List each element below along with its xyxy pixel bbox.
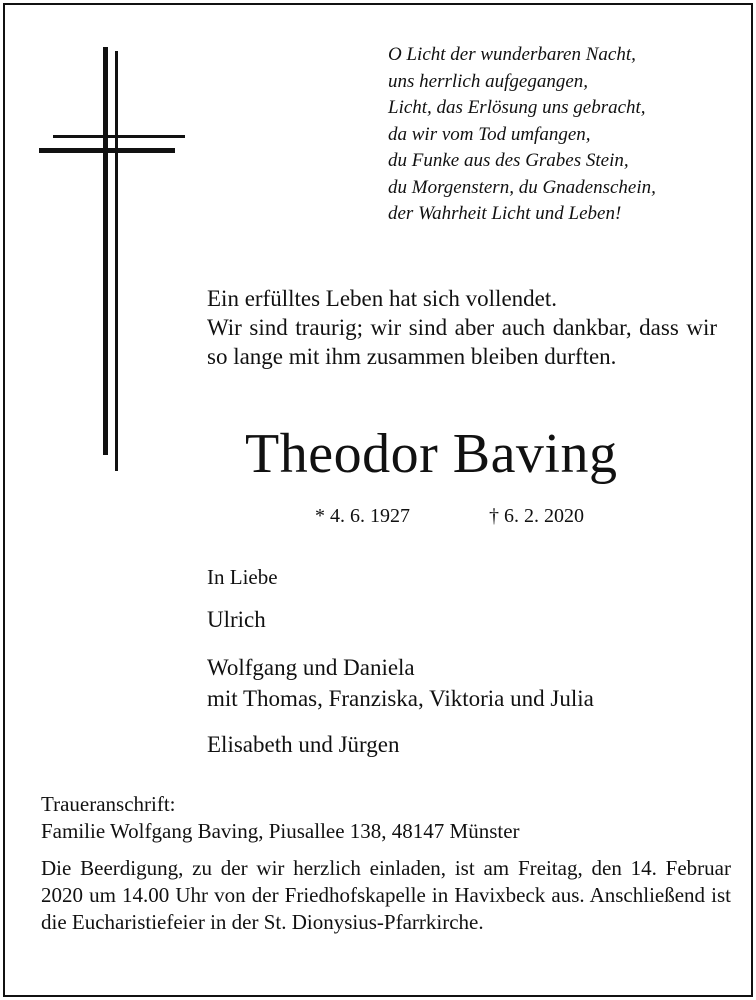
address-label: Traueranschrift: <box>41 792 176 816</box>
poem-line: du Morgenstern, du Gnadenschein, <box>388 176 656 198</box>
mourning-address <box>41 791 741 845</box>
mourner-entry <box>207 652 737 714</box>
cross-horizontal-bar-1 <box>53 135 185 138</box>
poem-line: du Funke aus des Grabes Stein, <box>388 150 629 171</box>
poem <box>388 42 738 228</box>
birth-date-line <box>315 503 410 529</box>
intro-line: Wir sind traurig; wir sind aber auch dankbar, dass wir so lange mit ihm zusammen bleiben durften. <box>207 315 717 369</box>
obituary-notice <box>3 3 753 997</box>
cross-icon <box>37 47 187 477</box>
in-love-heading: In Liebe <box>207 565 278 589</box>
cross-vertical-bar-2 <box>115 51 118 471</box>
death-symbol: † <box>489 505 499 527</box>
death-date-line <box>489 503 584 529</box>
funeral-notice: Die Beerdigung, zu der wir herzlich einladen, ist am Freitag, den 14. Februar 2020 um 14.00 Uhr von der Friedhofskapelle in Havixbeck aus. Anschließend ist die Eucharistiefeier in der St. Dionysius-Pfarrkirche. <box>41 856 731 934</box>
birth-symbol: * <box>315 505 325 527</box>
birth-date: 4. 6. 1927 <box>330 505 410 527</box>
intro-text <box>207 284 717 371</box>
mourner-entry <box>207 604 737 635</box>
address-value: Familie Wolfgang Baving, Piusallee 138, 48147 Münster <box>41 819 520 843</box>
death-date: 6. 2. 2020 <box>504 505 584 527</box>
poem-line: O Licht der wunderbaren Nacht, <box>388 44 636 65</box>
cross-horizontal-bar-2 <box>39 148 175 153</box>
poem-line: der Wahrheit Licht und Leben! <box>388 203 622 224</box>
mourner-line: mit Thomas, Franziska, Viktoria und Julia <box>207 686 594 711</box>
mourner-line: Wolfgang und Daniela <box>207 655 415 680</box>
poem-line: da wir vom Tod umfangen, <box>388 123 591 145</box>
intro-line: Ein erfülltes Leben hat sich vollendet. <box>207 286 557 311</box>
mourner-line: Ulrich <box>207 607 266 632</box>
mourner-line: Elisabeth und Jürgen <box>207 732 400 757</box>
deceased-name: Theodor Baving <box>245 423 618 485</box>
mourner-entry <box>207 729 737 760</box>
poem-line: Licht, das Erlösung uns gebracht, <box>388 97 646 118</box>
cross-vertical-bar-1 <box>103 47 108 455</box>
poem-line: uns herrlich aufgegangen, <box>388 70 589 92</box>
